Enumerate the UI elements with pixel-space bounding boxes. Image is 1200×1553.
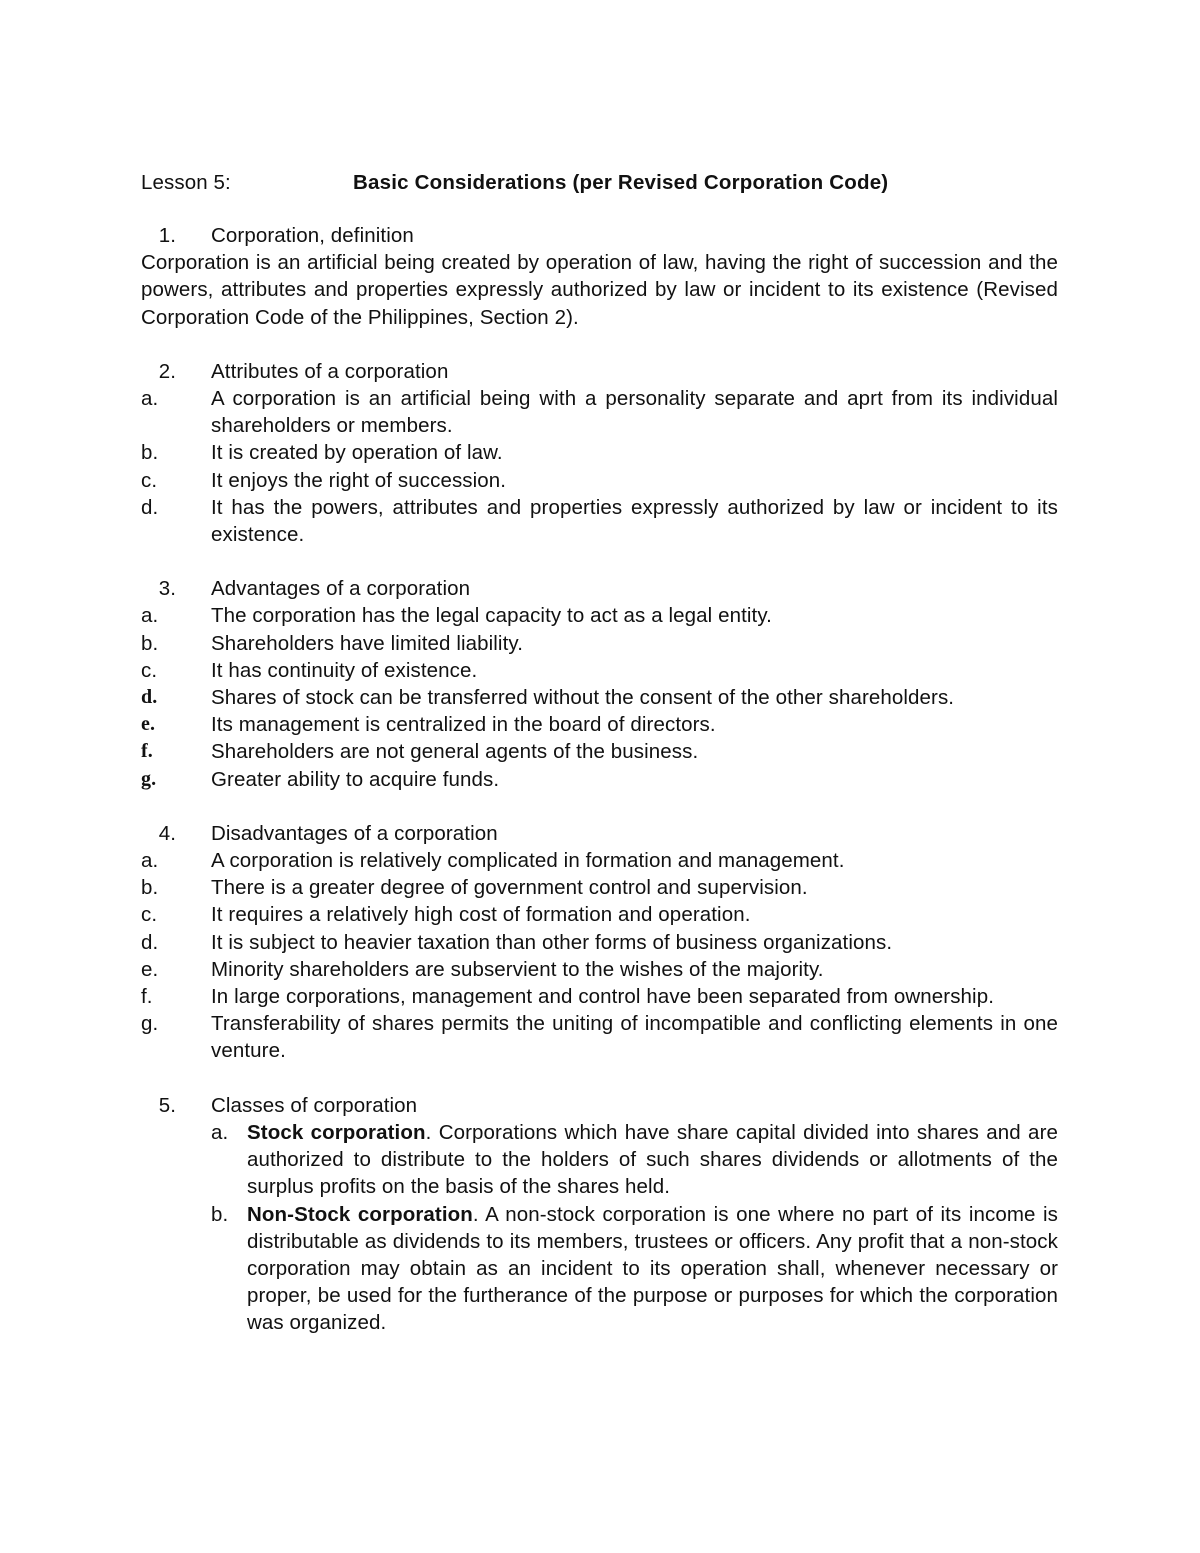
list-item [141,711,1058,738]
list-text: A corporation is an artificial being with a personality separate and aprt from its individual shareholders or members. [211,387,1058,438]
term-label: Non-Stock corporation [247,1202,473,1226]
list-item [141,494,1058,548]
lesson-header [141,169,1058,196]
list-text: It is subject to heavier taxation than other forms of business organizations. [211,930,893,954]
lesson-label: Lesson 5: [141,171,231,194]
list-text: It enjoys the right of succession. [211,468,507,492]
list-item [141,439,1058,466]
section-attributes [141,358,1058,548]
list-text: It has continuity of existence. [211,658,478,682]
list-marker: g. [141,1012,159,1036]
list-text: Minority shareholders are subservient to the wishes of the majority. [211,957,824,981]
list-marker: b. [141,441,159,465]
list-item [141,738,1058,765]
list-marker: a. [141,604,159,628]
list-text [247,1201,1058,1337]
list-text: It has the powers, attributes and properties expressly authorized by law or incident to its existence. [211,495,1058,547]
list-item [141,901,1058,928]
list-marker: d. [141,930,159,954]
list-item [141,602,1058,629]
list-marker: b. [211,1202,229,1226]
list-item [141,874,1058,901]
list-item [141,1010,1058,1064]
list-text [247,1119,1058,1201]
section-title: Corporation, definition [211,224,414,247]
section-number: 3. [158,577,176,601]
section-number: 2. [158,359,176,383]
list-text: A corporation is relatively complicated in formation and management. [211,849,845,873]
section-number: 5. [158,1093,176,1117]
list-marker: c. [141,658,158,682]
section-number: 4. [158,821,176,845]
list-marker: e. [141,713,156,736]
list-item [141,385,1058,439]
section-heading [141,575,1058,602]
list-item [141,847,1058,874]
section-title: Attributes of a corporation [211,359,449,383]
section-title: Classes of corporation [211,1093,418,1117]
list-item [141,956,1058,983]
list-marker: g. [141,767,157,790]
list-text: Shares of stock can be transferred without the consent of the other shareholders. [211,686,955,710]
list-marker: f. [141,985,153,1009]
lesson-title: Basic Considerations (per Revised Corporation Code) [353,171,889,194]
list-marker: a. [141,387,159,411]
section-title: Advantages of a corporation [211,577,471,601]
section-heading [141,820,1058,847]
list-item [211,1119,1058,1201]
list-marker: e. [141,957,159,981]
list-marker: a. [141,849,159,873]
section-heading [141,1092,1058,1119]
list-text: Its management is centralized in the board of directors. [211,713,716,737]
section-number: 1. [158,224,176,247]
list-text: Shareholders are not general agents of the business. [211,740,699,764]
list-item [141,467,1058,494]
list-marker: c. [141,468,158,492]
list-item [141,766,1058,793]
section-advantages [141,575,1058,793]
list-item [141,657,1058,684]
list-item [141,630,1058,657]
list-marker: b. [141,631,159,655]
list-text: The corporation has the legal capacity to act as a legal entity. [211,604,772,628]
list-marker: b. [141,876,159,900]
list-item [211,1201,1058,1337]
list-marker: d. [141,495,159,519]
list-text: It requires a relatively high cost of formation and operation. [211,903,751,927]
list-text: It is created by operation of law. [211,441,503,465]
list-text: Shareholders have limited liability. [211,631,524,655]
section-heading [141,358,1058,385]
list-text: Greater ability to acquire funds. [211,767,500,791]
list-item [141,684,1058,711]
list-item [141,983,1058,1010]
section-definition [141,222,1058,331]
list-marker: c. [141,903,158,927]
section-heading [141,222,1058,249]
list-marker: d. [141,686,158,709]
section-disadvantages [141,820,1058,1065]
document-body [141,169,1058,1364]
section-classes [141,1092,1058,1337]
section-title: Disadvantages of a corporation [211,821,498,845]
term-label: Stock corporation [247,1120,426,1144]
definition-paragraph: Corporation is an artificial being created by operation of law, having the right of succession and the powers, attributes and properties expressly authorized by law or incident to its existence (Revised Corporation Code of the Philippines, Section 2). [141,251,1058,329]
term-description: . Corporations which have share capital divided into shares and are authorized to distribute to the holders of such shares dividends or allotments of the surplus profits on the basis of the shares held. [247,1120,1058,1199]
list-marker: f. [141,740,153,763]
list-text: There is a greater degree of government control and supervision. [211,876,808,900]
list-text: In large corporations, management and control have been separated from ownership. [211,985,995,1009]
list-marker: a. [211,1120,229,1144]
term-description: . A non-stock corporation is one where no part of its income is distributable as dividends to its members, trustees or officers. Any profit that a non-stock corporation may obtain as an incident to its operation shall, whenever necessary or proper, be used for the furtherance of the purpose or purposes for which the corporation was organized. [247,1202,1059,1335]
list-text: Transferability of shares permits the uniting of incompatible and conflicting elements in one venture. [211,1012,1058,1063]
list-item [141,929,1058,956]
